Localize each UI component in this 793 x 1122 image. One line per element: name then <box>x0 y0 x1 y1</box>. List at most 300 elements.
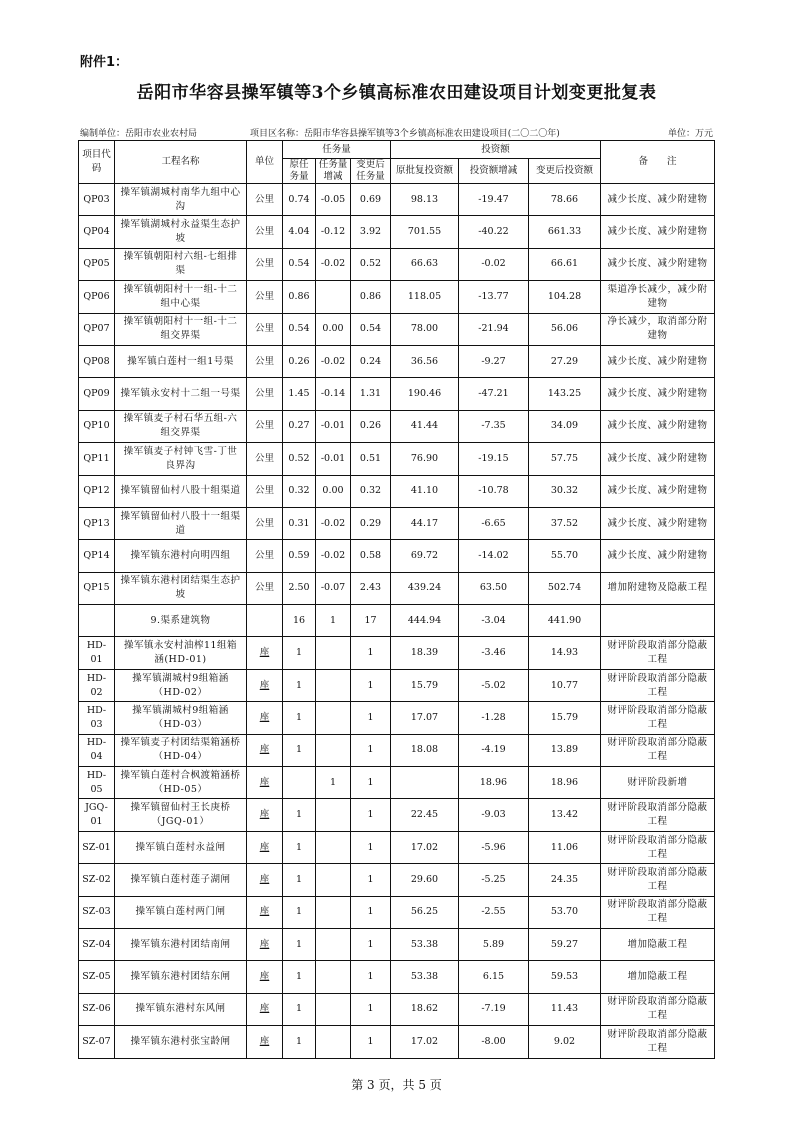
cell-note <box>601 605 715 637</box>
cell-invest-orig: 444.94 <box>391 605 459 637</box>
cell-name: 操军镇朝阳村十一组-十二组交界渠 <box>115 313 247 345</box>
cell-code: SZ-06 <box>79 993 115 1025</box>
cell-unit: 公里 <box>247 378 283 410</box>
header-task-orig: 原任务量 <box>283 159 316 184</box>
cell-unit: 公里 <box>247 443 283 475</box>
cell-task-after: 0.69 <box>351 184 391 216</box>
cell-invest-after: 14.93 <box>529 637 601 669</box>
compiler-unit: 编制单位：岳阳市农业农村局 <box>80 129 198 139</box>
cell-invest-change: -21.94 <box>459 313 529 345</box>
cell-task-change: -0.05 <box>316 184 351 216</box>
cell-unit: 座 <box>247 637 283 669</box>
cell-name: 操军镇朝阳村六组-七组排渠 <box>115 248 247 280</box>
cell-task-orig: 0.54 <box>283 313 316 345</box>
cell-name: 操军镇湖城村南华九组中心沟 <box>115 184 247 216</box>
cell-task-change <box>316 669 351 701</box>
table-row <box>79 669 715 701</box>
cell-note: 减少长度、减少附建物 <box>601 540 715 572</box>
cell-task-orig: 4.04 <box>283 216 316 248</box>
cell-task-after: 1 <box>351 669 391 701</box>
cell-task-orig: 16 <box>283 605 316 637</box>
cell-invest-change: -5.96 <box>459 831 529 863</box>
cell-task-after: 3.92 <box>351 216 391 248</box>
table-row <box>79 1026 715 1058</box>
table-row <box>79 605 715 637</box>
page-number: 第 3 页，共 5 页 <box>351 1078 442 1092</box>
cell-code: SZ-03 <box>79 896 115 928</box>
cell-code: SZ-04 <box>79 928 115 960</box>
cell-unit: 公里 <box>247 507 283 539</box>
cell-unit: 公里 <box>247 345 283 377</box>
cell-task-change: 0.00 <box>316 475 351 507</box>
cell-invest-orig: 66.63 <box>391 248 459 280</box>
table-row <box>79 443 715 475</box>
cell-task-after: 0.51 <box>351 443 391 475</box>
cell-code: HD-04 <box>79 734 115 766</box>
cell-invest-change: -5.25 <box>459 864 529 896</box>
cell-note: 财评阶段取消部分隐蔽工程 <box>601 799 715 831</box>
cell-invest-after: 57.75 <box>529 443 601 475</box>
cell-invest-change: -1.28 <box>459 702 529 734</box>
cell-task-orig: 1 <box>283 928 316 960</box>
table-row <box>79 993 715 1025</box>
cell-code: SZ-05 <box>79 961 115 993</box>
table-row <box>79 767 715 799</box>
cell-task-after: 1.31 <box>351 378 391 410</box>
cell-unit: 座 <box>247 831 283 863</box>
cell-invest-orig: 17.02 <box>391 1026 459 1058</box>
cell-task-orig: 1 <box>283 734 316 766</box>
cell-note: 增加隐蔽工程 <box>601 928 715 960</box>
cell-unit: 座 <box>247 1026 283 1058</box>
table-row <box>79 799 715 831</box>
cell-invest-after: 78.66 <box>529 184 601 216</box>
cell-invest-change: -0.02 <box>459 248 529 280</box>
header-unit: 单位 <box>247 141 283 184</box>
cell-invest-orig: 701.55 <box>391 216 459 248</box>
cell-unit: 公里 <box>247 475 283 507</box>
cell-note: 财评阶段取消部分隐蔽工程 <box>601 702 715 734</box>
cell-code: QP07 <box>79 313 115 345</box>
cell-note: 减少长度、减少附建物 <box>601 507 715 539</box>
cell-task-change <box>316 799 351 831</box>
cell-invest-orig: 17.07 <box>391 702 459 734</box>
cell-invest-change: -5.02 <box>459 669 529 701</box>
cell-code: HD-03 <box>79 702 115 734</box>
cell-note: 减少长度、减少附建物 <box>601 216 715 248</box>
table-row <box>79 896 715 928</box>
cell-task-change: 1 <box>316 767 351 799</box>
cell-unit: 公里 <box>247 216 283 248</box>
cell-task-after: 0.29 <box>351 507 391 539</box>
cell-task-orig: 0.32 <box>283 475 316 507</box>
cell-code: QP14 <box>79 540 115 572</box>
cell-task-orig: 0.27 <box>283 410 316 442</box>
cell-task-change: -0.02 <box>316 248 351 280</box>
document-title: 岳阳市华容县操军镇等3个乡镇高标准农田建设项目计划变更批复表 <box>136 83 657 103</box>
cell-task-after: 1 <box>351 896 391 928</box>
cell-invest-after: 13.42 <box>529 799 601 831</box>
cell-invest-change: -19.47 <box>459 184 529 216</box>
cell-name: 操军镇朝阳村十一组-十二组中心渠 <box>115 281 247 313</box>
table-row <box>79 475 715 507</box>
cell-invest-change: -3.04 <box>459 605 529 637</box>
cell-note: 渠道净长减少，减少附建物 <box>601 281 715 313</box>
cell-unit: 公里 <box>247 572 283 604</box>
cell-task-after: 17 <box>351 605 391 637</box>
cell-name: 操军镇永安村十二组一号渠 <box>115 378 247 410</box>
cell-unit: 座 <box>247 702 283 734</box>
cell-task-change <box>316 1026 351 1058</box>
cell-task-orig: 1.45 <box>283 378 316 410</box>
cell-task-orig: 1 <box>283 896 316 928</box>
cell-name: 操军镇东港村东风闸 <box>115 993 247 1025</box>
cell-invest-orig: 18.08 <box>391 734 459 766</box>
cell-name: 操军镇东港村向明四组 <box>115 540 247 572</box>
cell-invest-orig: 98.13 <box>391 184 459 216</box>
cell-unit: 座 <box>247 734 283 766</box>
cell-name: 操军镇留仙村八股十组渠道 <box>115 475 247 507</box>
cell-invest-after: 661.33 <box>529 216 601 248</box>
cell-invest-change: 18.96 <box>459 767 529 799</box>
cell-task-orig: 1 <box>283 1026 316 1058</box>
cell-invest-change: -9.03 <box>459 799 529 831</box>
cell-invest-orig: 15.79 <box>391 669 459 701</box>
cell-code: QP05 <box>79 248 115 280</box>
cell-unit: 座 <box>247 928 283 960</box>
cell-invest-after: 18.96 <box>529 767 601 799</box>
cell-task-after: 1 <box>351 1026 391 1058</box>
cell-invest-orig: 53.38 <box>391 928 459 960</box>
cell-invest-after: 66.61 <box>529 248 601 280</box>
cell-name: 操军镇白莲村莲子湖闸 <box>115 864 247 896</box>
cell-code: QP09 <box>79 378 115 410</box>
cell-invest-orig: 18.62 <box>391 993 459 1025</box>
cell-code: QP10 <box>79 410 115 442</box>
cell-task-after: 1 <box>351 831 391 863</box>
cell-invest-after: 59.53 <box>529 961 601 993</box>
cell-note: 财评阶段新增 <box>601 767 715 799</box>
cell-task-after: 0.86 <box>351 281 391 313</box>
table-row <box>79 507 715 539</box>
cell-task-after: 1 <box>351 637 391 669</box>
cell-invest-change: -10.78 <box>459 475 529 507</box>
cell-task-after: 1 <box>351 928 391 960</box>
cell-code: QP11 <box>79 443 115 475</box>
cell-task-orig: 0.26 <box>283 345 316 377</box>
table-row <box>79 637 715 669</box>
cell-invest-orig: 56.25 <box>391 896 459 928</box>
cell-task-after: 0.24 <box>351 345 391 377</box>
cell-invest-orig: 118.05 <box>391 281 459 313</box>
cell-note: 减少长度、减少附建物 <box>601 475 715 507</box>
cell-task-change: -0.02 <box>316 345 351 377</box>
cell-task-change <box>316 637 351 669</box>
cell-invest-after: 11.06 <box>529 831 601 863</box>
cell-name: 操军镇麦子村团结渠箱涵桥（HD-04） <box>115 734 247 766</box>
cell-task-orig: 0.52 <box>283 443 316 475</box>
cell-task-after: 1 <box>351 993 391 1025</box>
cell-name: 操军镇白莲村合枫渡箱涵桥（HD-05） <box>115 767 247 799</box>
table-row <box>79 928 715 960</box>
cell-invest-change: 5.89 <box>459 928 529 960</box>
cell-unit <box>247 605 283 637</box>
cell-invest-change: -13.77 <box>459 281 529 313</box>
cell-task-after: 1 <box>351 961 391 993</box>
table-row <box>79 831 715 863</box>
cell-task-orig: 2.50 <box>283 572 316 604</box>
cell-note: 减少长度、减少附建物 <box>601 184 715 216</box>
table-row <box>79 313 715 345</box>
cell-task-after: 2.43 <box>351 572 391 604</box>
cell-task-change <box>316 928 351 960</box>
cell-code: QP06 <box>79 281 115 313</box>
cell-task-change: -0.01 <box>316 443 351 475</box>
cell-invest-after: 104.28 <box>529 281 601 313</box>
cell-unit: 座 <box>247 993 283 1025</box>
cell-task-change: 1 <box>316 605 351 637</box>
cell-name: 操军镇湖城村永益渠生态护坡 <box>115 216 247 248</box>
cell-unit: 座 <box>247 669 283 701</box>
cell-task-orig <box>283 767 316 799</box>
cell-invest-orig: 18.39 <box>391 637 459 669</box>
cell-code: HD-05 <box>79 767 115 799</box>
cell-invest-after: 24.35 <box>529 864 601 896</box>
header-note: 备 注 <box>601 141 715 184</box>
cell-note: 减少长度、减少附建物 <box>601 248 715 280</box>
cell-task-after: 0.26 <box>351 410 391 442</box>
cell-invest-after: 55.70 <box>529 540 601 572</box>
cell-name: 操军镇东港村团结东闸 <box>115 961 247 993</box>
table-row <box>79 410 715 442</box>
cell-unit: 公里 <box>247 540 283 572</box>
cell-code <box>79 605 115 637</box>
header-invest-orig: 原批复投资额 <box>391 159 459 184</box>
cell-unit: 座 <box>247 896 283 928</box>
cell-invest-change: -40.22 <box>459 216 529 248</box>
cell-invest-orig: 44.17 <box>391 507 459 539</box>
cell-invest-after: 10.77 <box>529 669 601 701</box>
table-row <box>79 864 715 896</box>
cell-invest-after: 143.25 <box>529 378 601 410</box>
cell-task-change: -0.01 <box>316 410 351 442</box>
cell-invest-orig: 78.00 <box>391 313 459 345</box>
cell-task-after: 1 <box>351 799 391 831</box>
cell-name: 操军镇湖城村9组箱涵（HD-03） <box>115 702 247 734</box>
cell-task-after: 1 <box>351 734 391 766</box>
cell-invest-change: -3.46 <box>459 637 529 669</box>
cell-name: 操军镇白莲村两门闸 <box>115 896 247 928</box>
cell-code: JGQ-01 <box>79 799 115 831</box>
cell-note: 财评阶段取消部分隐蔽工程 <box>601 831 715 863</box>
cell-code: QP08 <box>79 345 115 377</box>
cell-task-orig: 1 <box>283 799 316 831</box>
cell-code: QP12 <box>79 475 115 507</box>
cell-invest-orig: 41.10 <box>391 475 459 507</box>
cell-task-orig: 0.31 <box>283 507 316 539</box>
cell-note: 减少长度、减少附建物 <box>601 443 715 475</box>
cell-task-change: -0.02 <box>316 540 351 572</box>
cell-task-after: 1 <box>351 767 391 799</box>
cell-unit: 公里 <box>247 248 283 280</box>
header-task-after: 变更后任务量 <box>351 159 391 184</box>
cell-invest-after: 37.52 <box>529 507 601 539</box>
header-invest-group: 投资额 <box>391 141 601 159</box>
cell-unit: 座 <box>247 961 283 993</box>
cell-invest-change: -8.00 <box>459 1026 529 1058</box>
cell-name: 操军镇白莲村一组1号渠 <box>115 345 247 377</box>
cell-invest-after: 59.27 <box>529 928 601 960</box>
table-row <box>79 345 715 377</box>
table-row <box>79 184 715 216</box>
currency-unit: 单位：万元 <box>667 129 713 139</box>
cell-note: 净长减少，取消部分附建物 <box>601 313 715 345</box>
header-task-change: 任务量增减 <box>316 159 351 184</box>
cell-code: QP04 <box>79 216 115 248</box>
cell-invest-after: 9.02 <box>529 1026 601 1058</box>
cell-invest-after: 13.89 <box>529 734 601 766</box>
header-invest-change: 投资额增减 <box>459 159 529 184</box>
cell-note: 财评阶段取消部分隐蔽工程 <box>601 896 715 928</box>
header-code: 项目代码 <box>79 141 115 184</box>
cell-task-orig: 1 <box>283 702 316 734</box>
cell-invest-orig: 69.72 <box>391 540 459 572</box>
cell-invest-orig: 17.02 <box>391 831 459 863</box>
cell-task-change <box>316 702 351 734</box>
cell-task-after: 0.58 <box>351 540 391 572</box>
cell-task-orig: 0.86 <box>283 281 316 313</box>
cell-invest-change: -14.02 <box>459 540 529 572</box>
table-row <box>79 572 715 604</box>
cell-invest-orig: 29.60 <box>391 864 459 896</box>
header-invest-after: 变更后投资额 <box>529 159 601 184</box>
cell-unit: 座 <box>247 767 283 799</box>
cell-invest-after: 441.90 <box>529 605 601 637</box>
cell-task-orig: 1 <box>283 669 316 701</box>
cell-task-orig: 0.59 <box>283 540 316 572</box>
header-name: 工程名称 <box>115 141 247 184</box>
cell-unit: 座 <box>247 799 283 831</box>
table-row <box>79 216 715 248</box>
attachment-label: 附件1： <box>80 55 129 70</box>
cell-code: HD-02 <box>79 669 115 701</box>
cell-name: 操军镇留仙村王长庚桥（JGQ-01） <box>115 799 247 831</box>
cell-task-change <box>316 993 351 1025</box>
cell-note: 财评阶段取消部分隐蔽工程 <box>601 993 715 1025</box>
cell-unit: 公里 <box>247 313 283 345</box>
cell-code: QP03 <box>79 184 115 216</box>
cell-task-after: 0.32 <box>351 475 391 507</box>
cell-invest-orig <box>391 767 459 799</box>
cell-invest-orig: 22.45 <box>391 799 459 831</box>
cell-note: 减少长度、减少附建物 <box>601 378 715 410</box>
table-row <box>79 378 715 410</box>
table-row <box>79 281 715 313</box>
header-task-group: 任务量 <box>283 141 391 159</box>
cell-note: 财评阶段取消部分隐蔽工程 <box>601 637 715 669</box>
cell-code: QP13 <box>79 507 115 539</box>
cell-name: 操军镇麦子村石华五组-六组交界渠 <box>115 410 247 442</box>
table-row <box>79 734 715 766</box>
cell-task-after: 1 <box>351 864 391 896</box>
cell-invest-change: -7.35 <box>459 410 529 442</box>
cell-invest-change: -47.21 <box>459 378 529 410</box>
cell-unit: 公里 <box>247 410 283 442</box>
cell-task-change <box>316 961 351 993</box>
cell-invest-change: -4.19 <box>459 734 529 766</box>
cell-task-orig: 1 <box>283 864 316 896</box>
cell-note: 减少长度、减少附建物 <box>601 345 715 377</box>
cell-invest-orig: 76.90 <box>391 443 459 475</box>
table-row <box>79 540 715 572</box>
cell-invest-after: 11.43 <box>529 993 601 1025</box>
table-row <box>79 702 715 734</box>
cell-invest-after: 502.74 <box>529 572 601 604</box>
cell-task-orig: 1 <box>283 831 316 863</box>
cell-task-change <box>316 864 351 896</box>
cell-note: 财评阶段取消部分隐蔽工程 <box>601 734 715 766</box>
cell-invest-after: 34.09 <box>529 410 601 442</box>
cell-note: 财评阶段取消部分隐蔽工程 <box>601 864 715 896</box>
cell-name: 操军镇白莲村永益闸 <box>115 831 247 863</box>
cell-name: 操军镇湖城村9组箱涵（HD-02） <box>115 669 247 701</box>
cell-task-after: 0.54 <box>351 313 391 345</box>
cell-task-orig: 0.54 <box>283 248 316 280</box>
cell-invest-after: 27.29 <box>529 345 601 377</box>
cell-invest-after: 53.70 <box>529 896 601 928</box>
cell-invest-change: -19.15 <box>459 443 529 475</box>
cell-name: 操军镇东港村团结渠生态护坡 <box>115 572 247 604</box>
cell-task-after: 0.52 <box>351 248 391 280</box>
cell-unit: 公里 <box>247 184 283 216</box>
cell-task-change <box>316 896 351 928</box>
cell-name: 操军镇麦子村钟飞雪-丁世良界沟 <box>115 443 247 475</box>
cell-code: SZ-07 <box>79 1026 115 1058</box>
table-row <box>79 248 715 280</box>
cell-note: 财评阶段取消部分隐蔽工程 <box>601 1026 715 1058</box>
cell-invest-orig: 53.38 <box>391 961 459 993</box>
cell-code: HD-01 <box>79 637 115 669</box>
cell-note: 增加附建物及隐蔽工程 <box>601 572 715 604</box>
cell-task-orig: 0.74 <box>283 184 316 216</box>
cell-name: 操军镇东港村团结南闸 <box>115 928 247 960</box>
cell-task-change <box>316 831 351 863</box>
cell-invest-change: -9.27 <box>459 345 529 377</box>
cell-invest-after: 15.79 <box>529 702 601 734</box>
cell-note: 减少长度、减少附建物 <box>601 410 715 442</box>
cell-task-change: -0.07 <box>316 572 351 604</box>
cell-invest-change: -7.19 <box>459 993 529 1025</box>
cell-unit: 座 <box>247 864 283 896</box>
cell-code: SZ-02 <box>79 864 115 896</box>
cell-code: QP15 <box>79 572 115 604</box>
cell-task-after: 1 <box>351 702 391 734</box>
cell-name: 操军镇留仙村八股十一组渠道 <box>115 507 247 539</box>
cell-unit: 公里 <box>247 281 283 313</box>
cell-task-change <box>316 734 351 766</box>
cell-invest-after: 30.32 <box>529 475 601 507</box>
cell-task-change <box>316 281 351 313</box>
cell-invest-change: 6.15 <box>459 961 529 993</box>
cell-invest-change: 63.50 <box>459 572 529 604</box>
cell-invest-change: -2.55 <box>459 896 529 928</box>
cell-note: 增加隐蔽工程 <box>601 961 715 993</box>
project-area-name: 项目区名称：岳阳市华容县操军镇等3个乡镇高标准农田建设项目(二〇二〇年) <box>250 129 560 139</box>
cell-task-change: -0.14 <box>316 378 351 410</box>
cell-code: SZ-01 <box>79 831 115 863</box>
table-body <box>79 184 715 1059</box>
cell-name: 9.渠系建筑物 <box>115 605 247 637</box>
